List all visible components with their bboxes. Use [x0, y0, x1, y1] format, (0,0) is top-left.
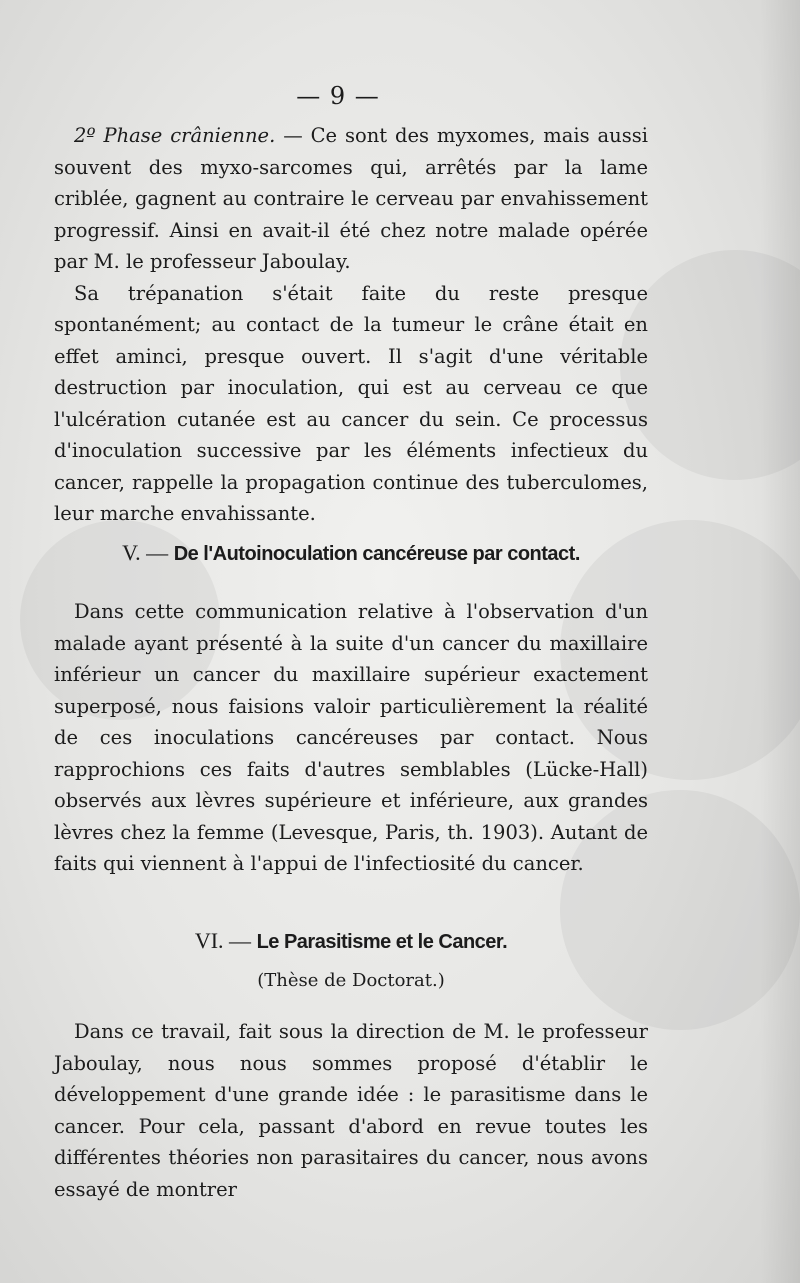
- section-number: V. —: [122, 540, 174, 565]
- page-gutter-shadow: [760, 0, 800, 1283]
- phase-label: 2º Phase crânienne.: [74, 124, 276, 147]
- paragraph: Sa trépanation s'était faite du reste presque spontanément; au contact de la tumeur le crâne était en effet aminci, presque ouvert. Il s'agit d'une véritable destruction par inoculation, qui est au cerveau ce que l'ulcération cutanée est au cancer du sein. Ce processus d'inoculation successive par les éléments infectieux du cancer, rappelle la propagation continue des tuberculomes, leur marche envahissante.: [54, 281, 648, 525]
- paragraph: Dans ce travail, fait sous la direction de M. le professeur Jaboulay, nous nous sommes proposé d'établir le développement d'une grande idée : le parasitisme dans le cancer. Pour cela, passant d'abord en revue toutes les différentes théories non parasitaires du cancer, nous avons essayé de montrer: [54, 1020, 648, 1201]
- section-title: Le Parasitisme et le Cancer.: [256, 931, 508, 953]
- page-number: — 9 —: [296, 82, 380, 110]
- paragraph: Dans cette communication relative à l'observation d'un malade ayant présenté à la suite d'un cancer du maxillaire inférieur un cancer du maxillaire supérieur exactement superposé, nous faisions valoir particulièrement la réalité de ces inoculations cancéreuses par contact. Nous rapprochions ces faits d'autres semblables (Lücke-Hall) observés aux lèvres supérieure et inférieure, aux grandes lèvres chez la femme (Levesque, Paris, th. 1903). Autant de faits qui viennent à l'appui de l'infectiosité du cancer.: [54, 600, 648, 875]
- section-title: De l'Autoinoculation cancéreuse par contact.: [173, 543, 580, 565]
- section-heading-vi: [54, 928, 648, 954]
- parasitisme-section: [54, 1016, 648, 1205]
- section-number: VI. —: [194, 928, 257, 953]
- paragraph-text: — Ce sont des myxomes, mais aussi souvent des myxo-sarcomes qui, arrêtés par la lame criblée, gagnent au contraire le cerveau par envahissement progressif. Ainsi en avait-il été chez notre malade opérée par M. le professeur Jaboulay.: [54, 124, 648, 273]
- autoinoculation-section: [54, 596, 648, 880]
- section-heading-v: [54, 540, 648, 566]
- section-subtitle: (Thèse de Doctorat.): [257, 970, 445, 991]
- paragraph: [54, 120, 648, 278]
- phase-cranienne-section: [54, 120, 648, 530]
